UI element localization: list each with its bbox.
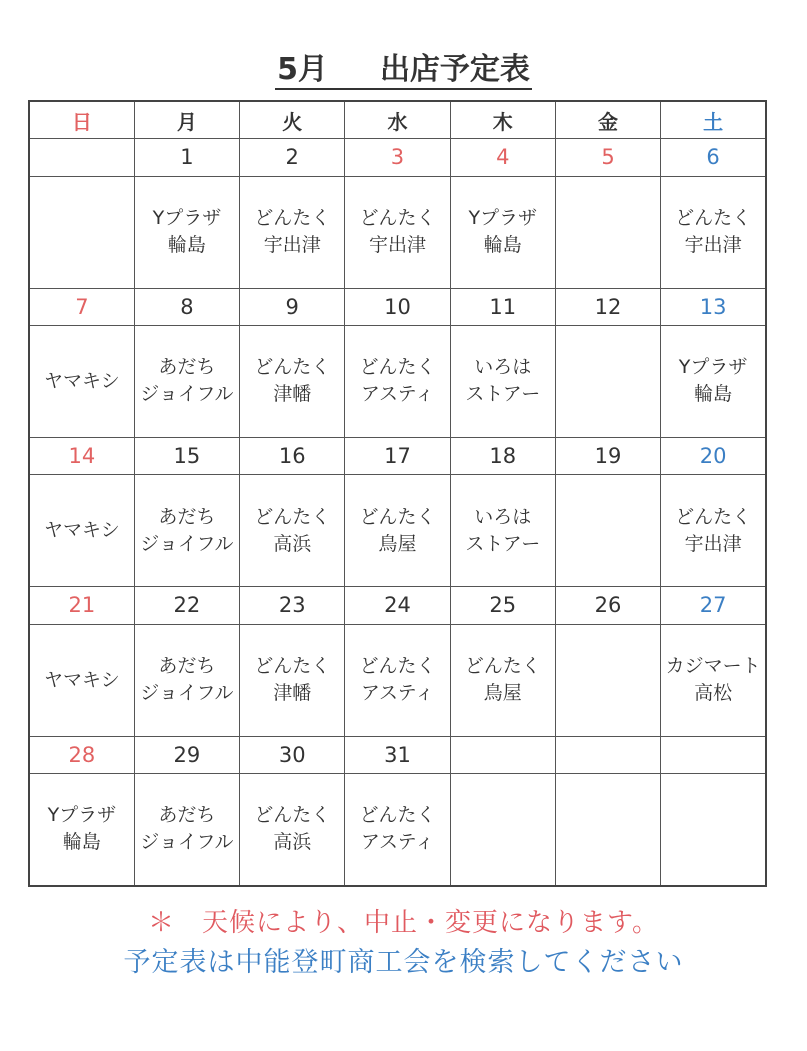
store-name-line: アスティ: [360, 831, 435, 854]
date-cell: 26: [555, 587, 660, 624]
store-name-line: 津幡: [273, 383, 312, 406]
store-cell: [240, 176, 345, 288]
weekday-mon: 月: [134, 101, 239, 139]
schedule-calendar: [28, 100, 767, 887]
store-cell: [29, 325, 134, 437]
title-month: 5月: [277, 52, 328, 87]
store-name-line: アスティ: [360, 682, 435, 705]
store-name-line: ジョイフル: [140, 383, 234, 406]
store-cell: [345, 475, 450, 587]
date-cell: 25: [450, 587, 555, 624]
store-name-line: 鳥屋: [483, 682, 522, 705]
date-cell: 10: [345, 288, 450, 325]
store-name-line: どんたく: [675, 505, 752, 528]
date-cell: 28: [29, 736, 134, 773]
store-name-line: カジマート: [665, 655, 761, 678]
store-cell: [450, 773, 555, 886]
store-name-line: どんたく: [254, 505, 331, 528]
store-name-line: 宇出津: [368, 234, 426, 257]
date-cell: 17: [345, 437, 450, 474]
store-cell: [240, 475, 345, 587]
store-cell: [240, 773, 345, 886]
weekday-thu: 木: [450, 101, 555, 139]
store-name-line: あだち: [158, 655, 216, 678]
store-name-line: 輪島: [167, 234, 206, 257]
store-name-line: ヤマキシ: [43, 519, 120, 542]
store-cell: [661, 475, 766, 587]
date-row: [29, 437, 766, 474]
store-cell: [450, 325, 555, 437]
weekday-wed: 水: [345, 101, 450, 139]
date-cell: 29: [134, 736, 239, 773]
date-cell: [450, 736, 555, 773]
store-cell: [450, 475, 555, 587]
date-row: [29, 288, 766, 325]
store-name-line: どんたく: [254, 207, 331, 230]
store-name-line: どんたく: [254, 804, 331, 827]
store-name-line: 高浜: [273, 532, 312, 555]
weather-notice: ＊ 天候により、中止・変更になります。: [148, 908, 659, 938]
store-cell: [450, 176, 555, 288]
date-cell: 7: [29, 288, 134, 325]
store-cell: [661, 176, 766, 288]
store-name-line: Yプラザ: [47, 804, 117, 827]
store-name-line: ストアー: [465, 532, 541, 555]
store-name-line: どんたく: [359, 804, 436, 827]
date-cell: 5: [555, 139, 660, 176]
date-cell: 11: [450, 288, 555, 325]
store-cell: [555, 624, 660, 736]
date-cell: 8: [134, 288, 239, 325]
store-name-line: ヤマキシ: [43, 668, 120, 691]
store-name-line: どんたく: [464, 655, 541, 678]
store-row: [29, 773, 766, 886]
store-name-line: Yプラザ: [468, 207, 538, 230]
store-cell: [134, 176, 239, 288]
search-notice: 予定表は中能登町商工会を検索してください: [123, 947, 684, 978]
title-heading: [275, 52, 532, 90]
store-row: [29, 624, 766, 736]
date-cell: 27: [661, 587, 766, 624]
date-cell: 9: [240, 288, 345, 325]
store-name-line: ジョイフル: [140, 532, 234, 555]
date-cell: [661, 736, 766, 773]
store-name-line: どんたく: [254, 655, 331, 678]
store-name-line: あだち: [158, 505, 216, 528]
weekday-fri: 金: [555, 101, 660, 139]
date-cell: 16: [240, 437, 345, 474]
store-name-line: 宇出津: [684, 234, 742, 257]
date-cell: 3: [345, 139, 450, 176]
store-cell: [345, 773, 450, 886]
store-name-line: どんたく: [359, 207, 436, 230]
store-cell: [450, 624, 555, 736]
store-cell: [661, 325, 766, 437]
weekday-header-row: [29, 101, 766, 139]
store-name-line: 高浜: [273, 831, 312, 854]
store-cell: [555, 475, 660, 587]
date-cell: 31: [345, 736, 450, 773]
store-row: [29, 475, 766, 587]
store-cell: [345, 325, 450, 437]
title-text: 出店予定表: [379, 52, 530, 87]
store-name-line: 輪島: [62, 831, 101, 854]
store-name-line: どんたく: [254, 356, 331, 379]
page-title: [0, 52, 807, 90]
store-name-line: Yプラザ: [152, 207, 222, 230]
store-name-line: どんたく: [359, 505, 436, 528]
date-cell: 13: [661, 288, 766, 325]
store-row: [29, 176, 766, 288]
store-cell: [555, 176, 660, 288]
store-cell: [29, 176, 134, 288]
store-cell: [240, 624, 345, 736]
store-name-line: 高松: [694, 682, 733, 705]
weekday-sat: 土: [661, 101, 766, 139]
store-name-line: いろは: [474, 505, 532, 528]
store-cell: [134, 475, 239, 587]
store-name-line: 宇出津: [684, 532, 742, 555]
store-cell: [555, 325, 660, 437]
date-cell: 21: [29, 587, 134, 624]
store-cell: [134, 325, 239, 437]
store-name-line: 輪島: [694, 383, 733, 406]
store-cell: [29, 475, 134, 587]
store-name-line: 宇出津: [263, 234, 321, 257]
date-cell: 2: [240, 139, 345, 176]
date-cell: 15: [134, 437, 239, 474]
date-cell: 14: [29, 437, 134, 474]
weekday-tue: 火: [240, 101, 345, 139]
store-name-line: あだち: [158, 356, 216, 379]
date-cell: 24: [345, 587, 450, 624]
date-cell: 19: [555, 437, 660, 474]
store-cell: [240, 325, 345, 437]
date-cell: 30: [240, 736, 345, 773]
date-cell: 22: [134, 587, 239, 624]
store-name-line: Yプラザ: [678, 356, 748, 379]
store-name-line: ジョイフル: [140, 682, 234, 705]
store-row: [29, 325, 766, 437]
store-name-line: ヤマキシ: [43, 369, 120, 392]
store-name-line: 津幡: [273, 682, 312, 705]
date-cell: 4: [450, 139, 555, 176]
date-cell: 1: [134, 139, 239, 176]
store-cell: [134, 773, 239, 886]
store-cell: [29, 624, 134, 736]
store-cell: [134, 624, 239, 736]
store-cell: [555, 773, 660, 886]
store-name-line: ストアー: [465, 383, 541, 406]
date-cell: 18: [450, 437, 555, 474]
store-name-line: アスティ: [360, 383, 435, 406]
date-cell: [555, 736, 660, 773]
date-cell: 12: [555, 288, 660, 325]
store-name-line: どんたく: [675, 207, 752, 230]
date-cell: [29, 139, 134, 176]
store-cell: [345, 624, 450, 736]
store-name-line: どんたく: [359, 655, 436, 678]
date-row: [29, 139, 766, 176]
store-cell: [661, 773, 766, 886]
date-cell: 20: [661, 437, 766, 474]
store-name-line: いろは: [474, 356, 532, 379]
store-name-line: あだち: [158, 804, 216, 827]
date-cell: 23: [240, 587, 345, 624]
date-row: [29, 587, 766, 624]
store-cell: [29, 773, 134, 886]
date-cell: 6: [661, 139, 766, 176]
store-cell: [661, 624, 766, 736]
weekday-sun: 日: [29, 101, 134, 139]
store-name-line: 鳥屋: [378, 532, 417, 555]
store-cell: [345, 176, 450, 288]
store-name-line: ジョイフル: [140, 831, 234, 854]
store-name-line: 輪島: [483, 234, 522, 257]
store-name-line: どんたく: [359, 356, 436, 379]
date-row: [29, 736, 766, 773]
